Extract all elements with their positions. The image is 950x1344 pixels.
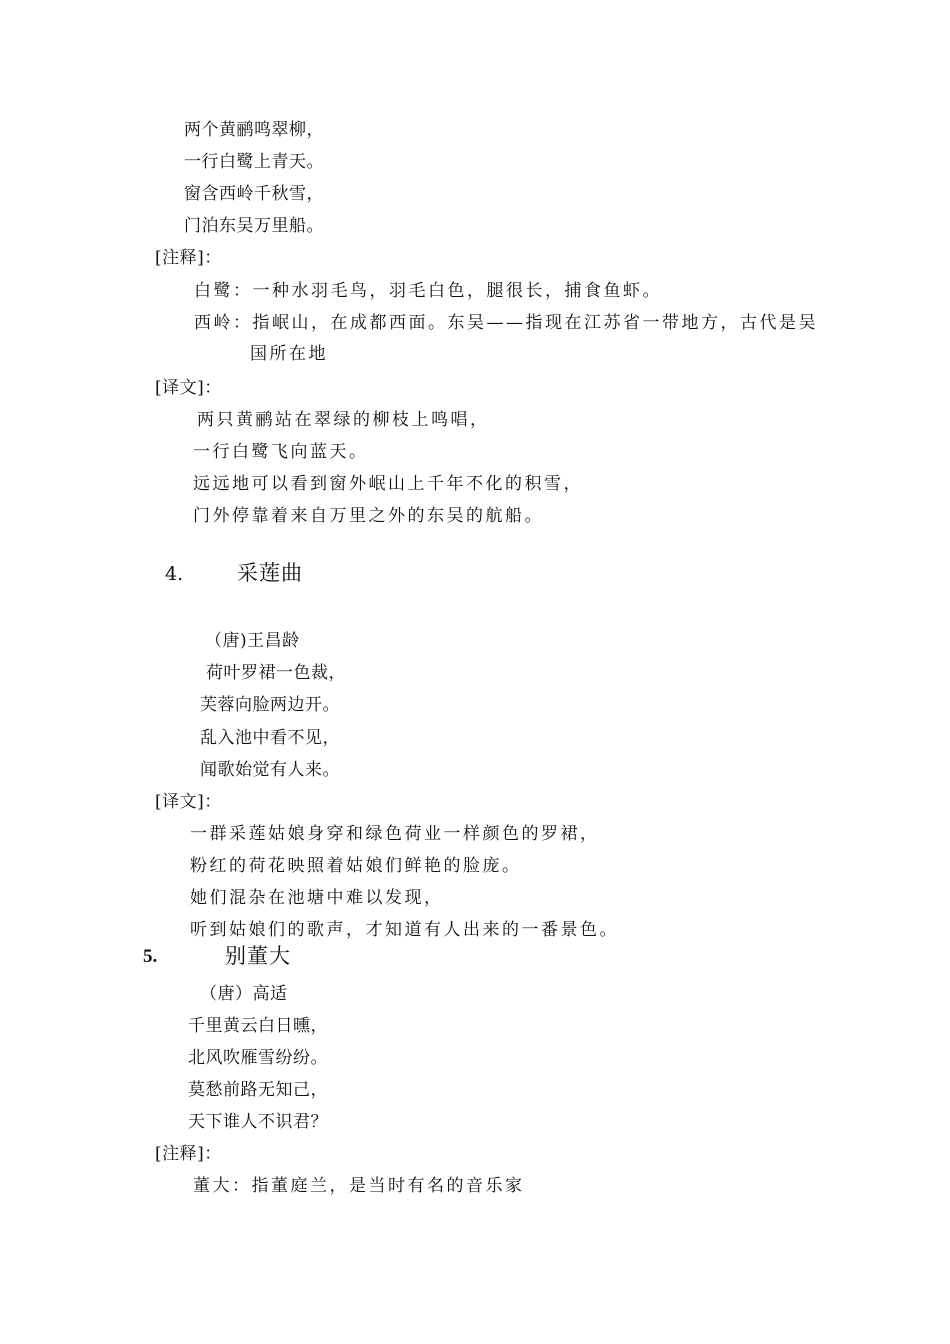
poem3-line-1: 两个黄鹂鸣翠柳， bbox=[184, 120, 324, 140]
poem3-translation-3: 远远地可以看到窗外岷山上千年不化的积雪， bbox=[193, 474, 583, 494]
poem3-translation-2: 一行白鹭飞向蓝天。 bbox=[193, 442, 369, 462]
poem4-translation-4: 听到姑娘们的歌声，才知道有人出来的一番景色。 bbox=[190, 920, 619, 940]
poem4-translation-1: 一群采莲姑娘身穿和绿色荷业一样颜色的罗裙， bbox=[190, 824, 600, 844]
poem4-author: （唐)王昌龄 bbox=[205, 631, 300, 651]
poem3-line-2: 一行白鹭上青天。 bbox=[184, 152, 324, 172]
poem4-line-1: 荷叶罗裙一色裁， bbox=[206, 663, 346, 683]
poem4-translation-label: [译文]： bbox=[155, 792, 222, 812]
poem4-title: 采莲曲 bbox=[237, 561, 303, 585]
poem5-line-2: 北风吹雁雪纷纷。 bbox=[188, 1048, 328, 1068]
poem3-note-2: 西岭：指岷山，在成都西面。东吴——指现在江苏省一带地方，古代是吴 bbox=[194, 313, 818, 333]
poem4-line-2: 芙蓉向脸两边开。 bbox=[200, 695, 340, 715]
poem3-line-4: 门泊东吴万里船。 bbox=[184, 216, 324, 236]
poem5-author: （唐）高适 bbox=[200, 984, 288, 1004]
poem5-line-3: 莫愁前路无知己， bbox=[188, 1080, 328, 1100]
poem4-number: 4. bbox=[165, 563, 184, 585]
poem4-translation-2: 粉红的荷花映照着姑娘们鲜艳的脸庞。 bbox=[190, 856, 522, 876]
poem5-title: 别董大 bbox=[225, 944, 291, 968]
poem4-line-4: 闻歌始觉有人来。 bbox=[200, 760, 340, 780]
poem5-number: 5. bbox=[143, 946, 158, 967]
poem3-note-1: 白鹭：一种水羽毛鸟，羽毛白色，腿很长，捕食鱼虾。 bbox=[194, 281, 662, 301]
poem4-translation-3: 她们混杂在池塘中难以发现， bbox=[190, 888, 444, 908]
poem3-note-3: 国所在地 bbox=[250, 344, 328, 364]
poem3-translation-4: 门外停靠着来自万里之外的东吴的航船。 bbox=[193, 506, 544, 526]
poem3-translation-1: 两只黄鹂站在翠绿的柳枝上鸣唱， bbox=[197, 410, 490, 430]
poem3-notes-label: [注释]： bbox=[155, 248, 222, 268]
poem5-line-4: 天下谁人不识君？ bbox=[188, 1112, 328, 1132]
poem5-notes-label: [注释]： bbox=[155, 1144, 222, 1164]
poem5-note-1: 董大：指董庭兰，是当时有名的音乐家 bbox=[193, 1176, 525, 1196]
poem3-line-3: 窗含西岭千秋雪， bbox=[184, 184, 324, 204]
poem3-translation-label: [译文]： bbox=[155, 378, 222, 398]
poem5-line-1: 千里黄云白日曛， bbox=[188, 1016, 328, 1036]
poem4-line-3: 乱入池中看不见， bbox=[200, 728, 340, 748]
